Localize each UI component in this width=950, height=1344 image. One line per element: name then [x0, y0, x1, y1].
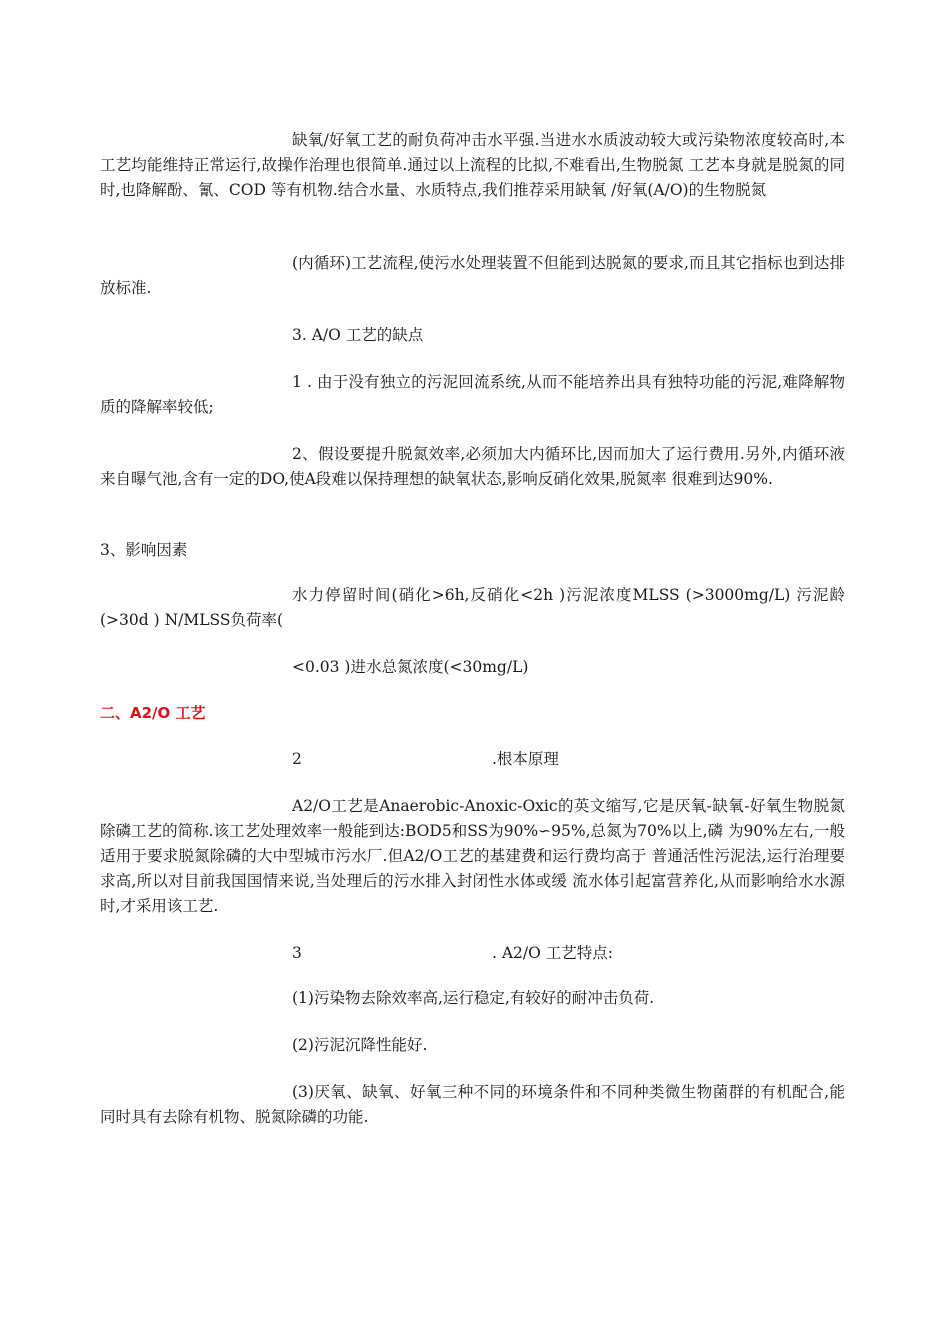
paragraph-ao-advantages: 缺氧/好氧工艺的耐负荷冲击水平强.当进水水质波动较大或污染物浓度较高时,本工艺均能维持正常运行,故操作治理也很简单.通过以上流程的比拟,不难看出,生物脱氮 工艺本身就是脱氮的同时,也降解酚、氰、COD 等有机物.结合水量、水质特点,我们推荐采用缺氧 /好氧(A/O)的生物脱氮: [100, 131, 845, 199]
section-number: 2: [292, 750, 302, 768]
paragraph-factors: 水力停留时间(硝化>6h,反硝化<2h )污泥浓度MLSS (>3000mg/L) 污泥龄(>30d ) N/MLSS负荷率(: [100, 586, 845, 629]
feature-item-3: (3)厌氧、缺氧、好氧三种不同的环境条件和不同种类微生物菌群的有机配合,能同时具有去除有机物、脱氮除磷的功能.: [100, 1083, 845, 1126]
feature-item-1: (1)污染物去除效率高,运行稳定,有较好的耐冲击负荷.: [292, 989, 655, 1007]
paragraph-disadvantage-2: 2、假设要提升脱氮效率,必须加大内循环比,因而加大了运行费用.另外,内循环液来自曝气池,含有一定的DO,使A段难以保持理想的缺氧状态,影响反硝化效果,脱氮率 很难到达90%.: [100, 445, 845, 488]
section-a2o-features: [292, 941, 613, 966]
section-number: 3: [292, 944, 302, 962]
paragraph-factors-cont: <0.03 )进水总氮浓度(<30mg/L): [292, 658, 529, 676]
heading-a2o-process: 二、A2/O 工艺: [100, 704, 206, 722]
section-title: .根本原理: [492, 750, 559, 768]
section-title: . A2/O 工艺特点:: [492, 944, 613, 962]
paragraph-a2o-principle: A2/O工艺是Anaerobic-Anoxic-Oxic的英文缩写,它是厌氧-缺氧-好氧生物脱氮除磷工艺的简称.该工艺处理效率一般能到达:BOD5和SS为90%∽95%,总氮为70%以上,磷 为90%左右,一般适用于要求脱氮除磷的大中型城市污水厂.但A2/O工艺的基建费和运行费均高于 普通活性污泥法,运行治理要求高,所以对目前我国国情来说,当处理后的污水排入封闭性水体或缓 流水体引起富营养化,从而影响给水水源时,才采用该工艺.: [100, 797, 845, 915]
section-title-factors: 3、影响因素: [100, 541, 188, 559]
section-basic-principle: [292, 747, 559, 772]
paragraph-internal-loop: (内循环)工艺流程,使污水处理装置不但能到达脱氮的要求,而且其它指标也到达排放标准.: [100, 254, 845, 297]
paragraph-disadvantage-1: 1 . 由于没有独立的污泥回流系统,从而不能培养出具有独特功能的污泥,难降解物质的降解率较低;: [100, 373, 845, 416]
feature-item-2: (2)污泥沉降性能好.: [292, 1036, 428, 1054]
section-title-ao-disadvantages: 3. A/O 工艺的缺点: [292, 326, 424, 344]
